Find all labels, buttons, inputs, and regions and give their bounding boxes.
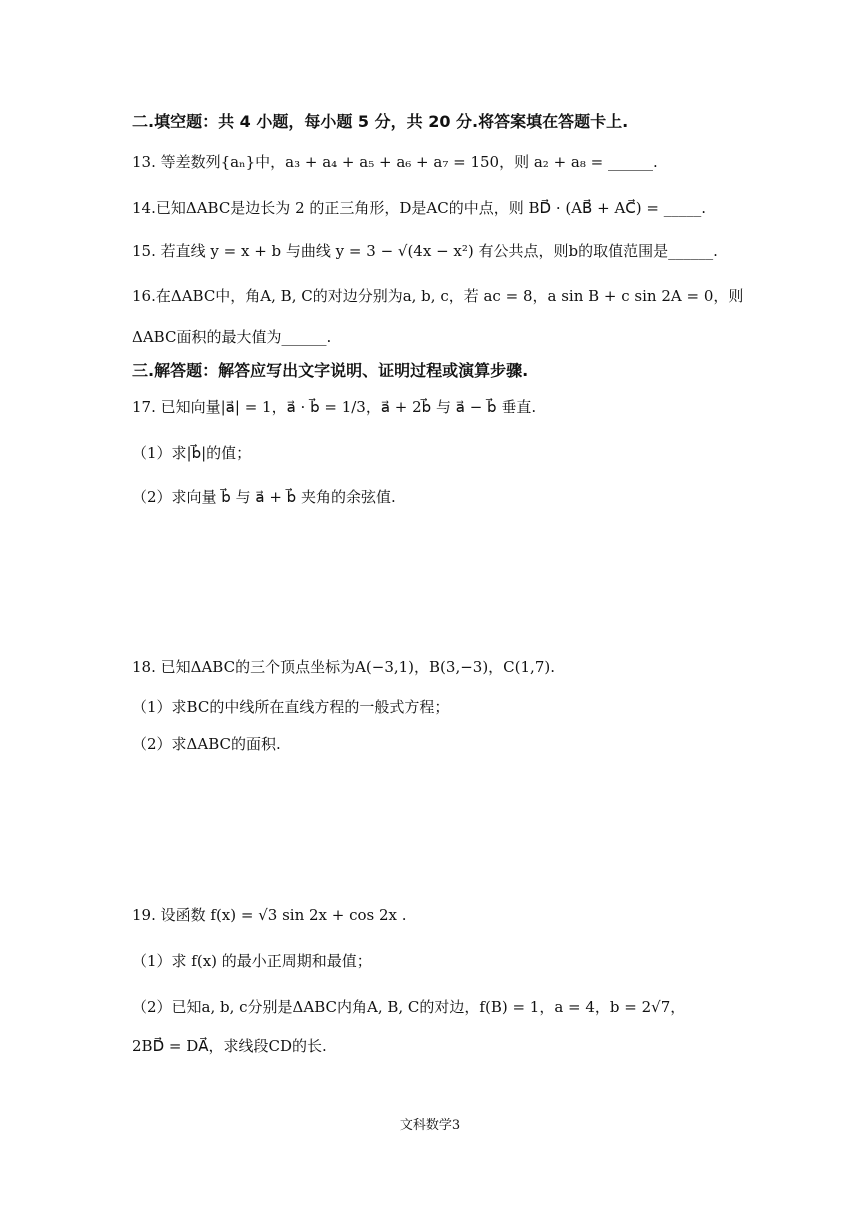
question-17-part-1: （1）求|b⃗|的值； (132, 444, 252, 462)
section-answer-heading: 三.解答题：解答应写出文字说明、证明过程或演算步骤. (132, 361, 529, 380)
question-17-part-2: （2）求向量 b⃗ 与 a⃗ + b⃗ 夹角的余弦值. (132, 488, 396, 506)
question-19-part-2: （2）已知a, b, c分别是ΔABC内角A, B, C的对边，f(B) = 1，a = 4，b = 2√7， (132, 998, 686, 1016)
question-15: 15. 若直线 y = x + b 与曲线 y = 3 − √(4x − x²) 有公共点，则b的取值范围是______. (132, 242, 718, 260)
question-19-part-1: （1）求 f(x) 的最小正周期和最值； (132, 952, 372, 970)
question-18: 18. 已知ΔABC的三个顶点坐标为A(−3,1)，B(3,−3)，C(1,7). (132, 658, 555, 676)
page-footer: 文科数学3 (399, 1118, 461, 1133)
question-17: 17. 已知向量|a⃗| = 1，a⃗ · b⃗ = 1/3，a⃗ + 2b⃗ 与 a⃗ − b⃗ 垂直. (132, 398, 537, 416)
section-fill-in-blank-heading: 二.填空题：共 4 小题，每小题 5 分，共 20 分.将答案填在答题卡上. (132, 112, 629, 131)
question-16-line-2: ΔABC面积的最大值为______. (132, 328, 332, 346)
question-19: 19. 设函数 f(x) = √3 sin 2x + cos 2x . (132, 906, 407, 924)
question-13: 13. 等差数列{aₙ}中，a₃ + a₄ + a₅ + a₆ + a₇ = 150，则 a₂ + a₈ = ______. (132, 153, 658, 171)
question-16-line-1: 16.在ΔABC中，角A, B, C的对边分别为a, b, c，若 ac = 8，a sin B + c sin 2A = 0，则 (132, 287, 744, 305)
question-18-part-2: （2）求ΔABC的面积. (132, 735, 281, 753)
question-18-part-1: （1）求BC的中线所在直线方程的一般式方程； (132, 698, 450, 716)
question-14: 14.已知ΔABC是边长为 2 的正三角形，D是AC的中点，则 BD⃗ · (AB⃗ + AC⃗) = _____. (132, 199, 706, 217)
question-19-part-2-cont: 2BD⃗ = DA⃗，求线段CD的长. (132, 1037, 327, 1055)
